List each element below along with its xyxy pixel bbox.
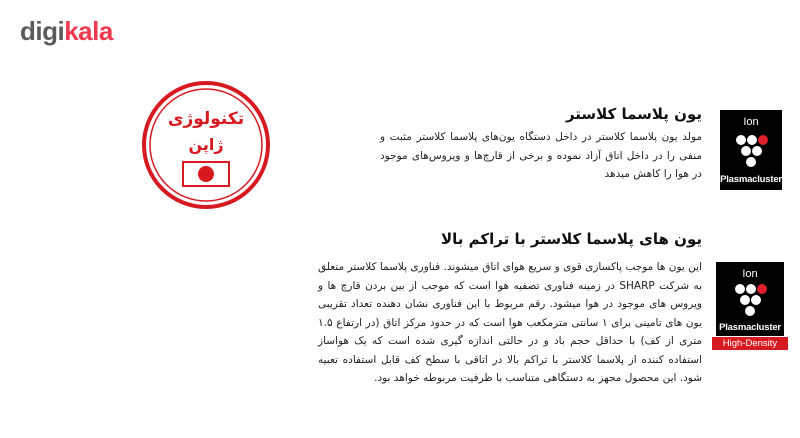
ion-label: Ion [742,268,758,280]
ion-label: Ion [743,116,759,128]
high-density-label: High-Density 7000 [712,337,788,350]
plasmacluster-hd-icon [716,262,784,336]
japan-technology-stamp [141,80,271,210]
digikala-logo[interactable]: digikala [20,16,113,46]
stamp-line-2: ژاپن [188,135,224,154]
section2-title: یون های پلاسما کلاستر با تراکم بالا [440,230,702,248]
section2-paragraph: این یون ها موجب پاکسازی قوی و سریع هوای اتاق میشوند. فناوری پلاسما کلاستر متعلق به شرکت SHARP در زمینه فناوری تصفیه هوا است که موجب از بین بردن قارچ ها و ویروس های موجود در هوا میشود. رقم مربوط با این فناوری نشان دهنده تعداد تقریبی یون های تامینی برای ۱ سانتی مترمکعب هوا است که در حدود مرکز اتاق (در ارتفاع ۱.۵ متری از کف) با حداقل حجم باد و در حالتی اندازه گیری شده است که یک هواساز استفاده کننده از پلاسما کلاستر با تراکم بالا در اتاقی با سطح کف قابل استفاده تعبیه شود. این محصول مجهز به دستگاهی متناسب با ظرفیت مربوطه خواهد بود. [318,261,702,384]
section1-title: یون پلاسما کلاستر [565,105,702,123]
plasmacluster-label: Plasmacluster [719,322,781,333]
japan-flag-icon [183,162,229,186]
plasmacluster-label: Plasmacluster [720,174,782,185]
plasmacluster-icon [720,110,782,190]
section1-paragraph: مولد یون پلاسما کلاستر در داخل دستگاه یون‌های پلاسما کلاستر مثبت و منفی را در داخل اتاق آزاد نموده و برخی از قارچ‌ها و ویروس‌های موجود در هوا را کاهش میدهد [380,131,702,180]
ion-grape-icon [730,284,770,318]
stamp-line-1: تکنولوژی [167,109,245,129]
ion-grape-icon [731,134,771,172]
